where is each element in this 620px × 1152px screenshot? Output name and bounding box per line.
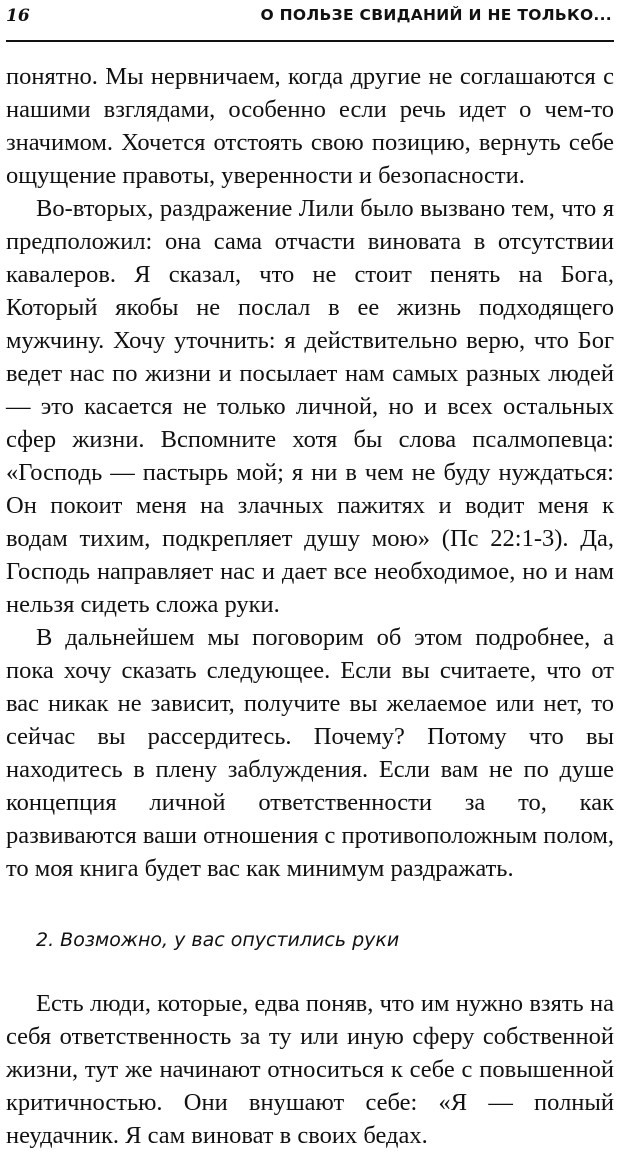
paragraph: Есть люди, которые, едва поняв, что им нужно взять на себя ответственность за ту или иную сферу собственной жизни, тут же начинают относиться к себе с повышенной критичностью. Они внушают себе: «Я — полный неудачник. Я сам виноват в своих бедах. [6, 990, 614, 1149]
running-head [6, 0, 614, 42]
book-title: О ПОЛЬЗЕ СВИДАНИЙ И НЕ ТОЛЬКО... [260, 6, 612, 24]
body-text [6, 60, 614, 1152]
section-heading: 2. Возможно, у вас опустились руки [36, 929, 400, 951]
paragraph: понятно. Мы нервничаем, когда другие не соглашаются с нашими взглядами, особенно если речь идет о чем-то значимом. Хочется отстоять свою позицию, вернуть себе ощущение правоты, уверенности и безопасности. [6, 63, 614, 189]
paragraph: В дальнейшем мы поговорим об этом подробнее, а пока хочу сказать следующее. Если вы считаете, что от вас никак не зависит, получите вы желаемое или нет, то сейчас вы рассердитесь. Почему? Потому что вы находитесь в плену заблуждения. Если вам не по душе концепция личной ответственности за то, как развиваются ваши отношения с противоположным полом, то моя книга будет вас как минимум раздражать. [6, 624, 614, 882]
paragraph: Во-вторых, раздражение Лили было вызвано тем, что я предположил: она сама отчасти виновата в отсутствии кавалеров. Я сказал, что не стоит пенять на Бога, Который якобы не послал в ее жизнь подходящего мужчину. Хочу уточнить: я действительно верю, что Бог ведет нас по жизни и посылает нам самых разных людей — это касается не только личной, но и всех остальных сфер жизни. Вспомните хотя бы слова псалмопевца: «Господь — пастырь мой; я ни в чем не буду нуждаться: Он покоит меня на злачных пажитях и водит меня к водам тихим, подкрепляет душу мою» (Пс 22:1-3). Да, Господь направляет нас и дает все необходимое, но и нам нельзя сидеть сложа руки. [6, 195, 614, 618]
page-number: 16 [6, 6, 30, 26]
